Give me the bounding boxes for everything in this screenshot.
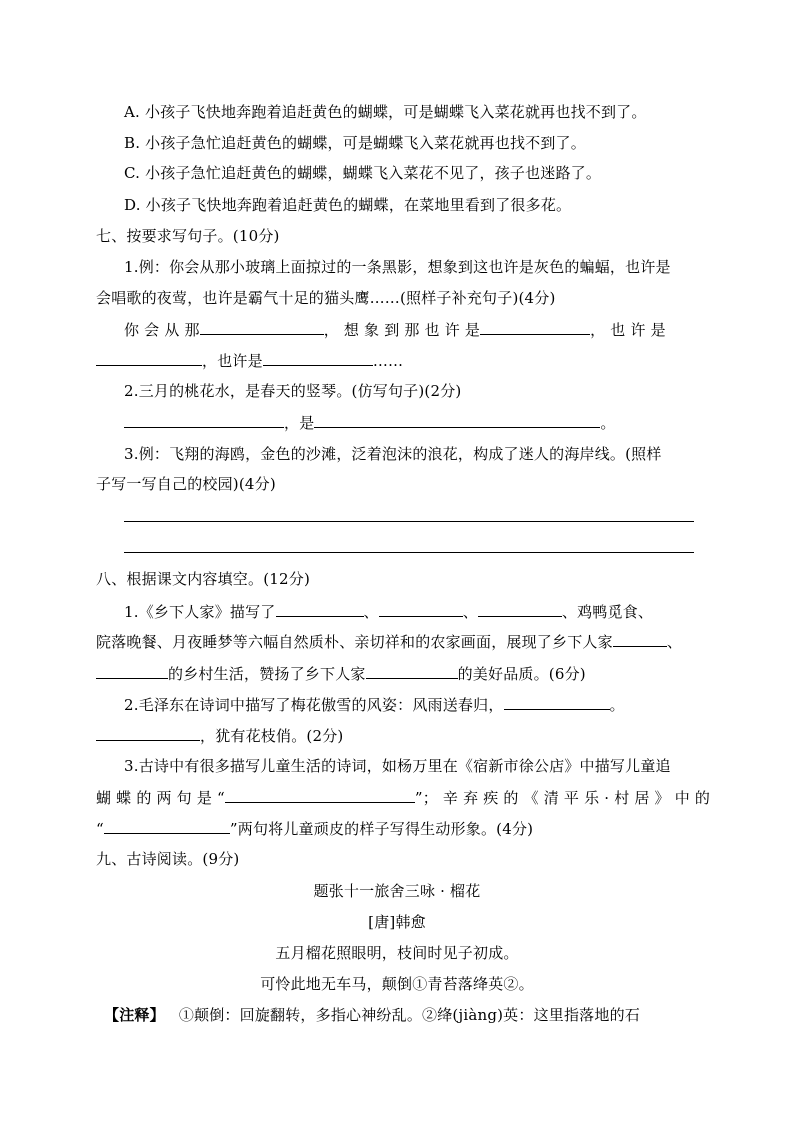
answer-line[interactable] [124,521,694,522]
answer-blank[interactable] [613,626,667,647]
q7-fill1-text-a: 你 会 从 那 [124,321,200,339]
option-d: D. 小孩子飞快地奔跑着追赶黄色的蝴蝶，在菜地里看到了很多花。 [124,196,572,214]
q8-item2-text-a: 2.毛泽东在诗词中描写了梅花傲雪的风姿：风雨送春归， [124,696,504,714]
answer-blank[interactable] [480,314,590,335]
answer-blank[interactable] [263,345,373,366]
separator: 、 [462,603,478,621]
q7-fill1-text-e: …… [372,352,404,370]
answer-blank[interactable] [104,813,230,834]
answer-blank[interactable] [200,314,324,335]
answer-blank[interactable] [96,720,200,741]
q8-item1-text-line2: 院落晚餐、月夜睡梦等六幅自然质朴、亲切祥和的农家画面，展现了乡下人家 [96,633,613,651]
q7-item1-line1: 1.例：你会从那小玻璃上面掠过的一条黑影，想象到这也许是灰色的蝙蝠，也许是 [124,258,671,276]
option-a: A. 小孩子飞快地奔跑着追赶黄色的蝴蝶，可是蝴蝶飞入菜花就再也找不到了。 [124,103,647,121]
q8-item2-line1 [124,689,698,719]
q7-fill1-row1 [124,314,698,344]
q8-item2-text-b: 。 [609,696,625,714]
answer-blank[interactable] [478,596,562,617]
section-7-title: 七、按要求写句子。(10分) [96,227,280,245]
q8-item1-text-d: 的美好品质。(6分) [457,665,586,683]
q8-item3-line2 [96,782,711,812]
q8-item1-text-b: 、鸡鸭觅食、 [561,603,654,621]
answer-blank[interactable] [314,407,600,428]
answer-blank[interactable] [96,658,168,679]
q8-item3-line1: 3.古诗中有很多描写儿童生活的诗词，如杨万里在《宿新市徐公店》中描写儿童追 [124,757,671,775]
q8-item3-text-c: “ [96,820,104,838]
q7-item3-line2: 子写一写自己的校园)(4分) [96,475,276,493]
q8-item1-line3 [96,658,698,688]
option-b: B. 小孩子急忙追赶黄色的蝴蝶，可是蝴蝶飞入菜花就再也找不到了。 [124,134,586,152]
q8-item1-line1 [124,596,698,626]
answer-line[interactable] [124,552,694,553]
q8-item1-line2 [96,626,698,656]
answer-blank[interactable] [366,658,458,679]
answer-blank[interactable] [124,407,284,428]
poem-line-1: 五月榴花照眼明，枝间时见子初成。 [275,944,519,962]
q8-item1-text-a: 1.《乡下人家》描写了 [124,603,276,621]
q7-fill1-row2 [96,345,698,375]
poem-title: 题张十一旅舍三咏 · 榴花 [313,882,481,900]
q7-fill1-text-c: ， 也 许 是 [590,321,666,339]
separator: 、 [363,603,379,621]
q7-fill1-text-d: ，也许是 [202,352,263,370]
poem-author: [唐]韩愈 [368,913,426,931]
separator: 、 [666,633,683,651]
notes-label: 【注释】 [104,1006,165,1024]
q7-fill2-text-a: ，是 [284,414,315,432]
answer-blank[interactable] [379,596,463,617]
notes-text: ①颠倒：回旋翻转，多指心神纷乱。②绛(jiàng)英：这里指落地的石 [178,1006,640,1024]
q8-item3-text-b: ”； 辛 弃 疾 的 《 清 平 乐 · 村 居 》 中 的 [414,789,711,807]
poem-line-2: 可怜此地无车马，颠倒①青苔落绛英②。 [260,975,534,993]
section-9-title: 九、古诗阅读。(9分) [96,850,240,868]
q8-item1-text-c: 的乡村生活，赞扬了乡下人家 [168,665,366,683]
q8-item3-text-a: 蝴 蝶 的 两 句 是 “ [96,789,225,807]
q8-item3-text-d: ”两句将儿童顽皮的样子写得生动形象。(4分) [229,820,534,838]
q8-item2-line2 [96,720,698,750]
q7-item3-line1: 3.例：飞翔的海鸥，金色的沙滩，泛着泡沫的浪花，构成了迷人的海岸线。(照样 [124,445,662,463]
option-c: C. 小孩子急忙追赶黄色的蝴蝶，蝴蝶飞入菜花不见了，孩子也迷路了。 [124,164,602,182]
answer-blank[interactable] [276,596,364,617]
q8-item2-text-c: ，犹有花枝俏。(2分) [200,727,344,745]
q7-item2: 2.三月的桃花水，是春天的竖琴。(仿写句子)(2分) [124,382,462,400]
q7-fill2-row [124,407,698,437]
section-8-title: 八、根据课文内容填空。(12分) [96,570,310,588]
q8-item3-line3 [96,813,698,843]
poem-notes [104,1000,698,1030]
answer-blank[interactable] [225,782,415,803]
q7-fill2-text-b: 。 [600,414,616,432]
q7-item1-line2: 会唱歌的夜莺，也许是霸气十足的猫头鹰……(照样子补充句子)(4分) [96,289,556,307]
answer-blank[interactable] [96,345,202,366]
q7-fill1-text-b: ， 想 象 到 那 也 许 是 [323,321,481,339]
answer-blank[interactable] [504,689,610,710]
